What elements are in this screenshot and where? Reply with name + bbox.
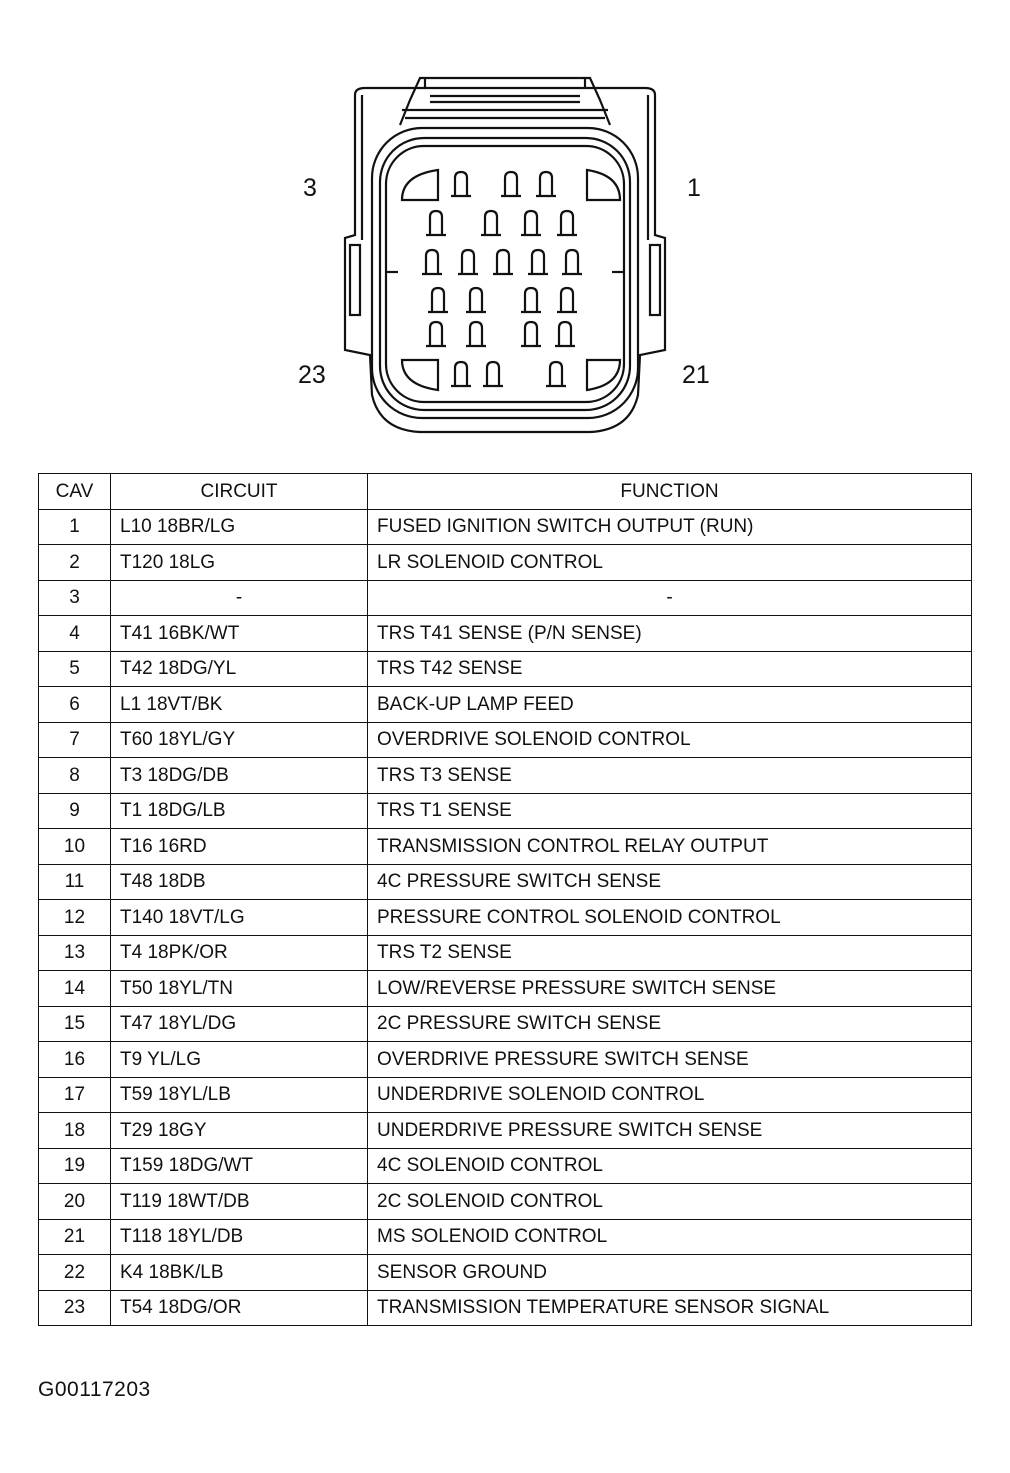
terminal-cavity — [546, 362, 566, 386]
cell-cav: 17 — [39, 1077, 111, 1113]
pinout-table — [38, 473, 972, 1326]
terminal-cavity — [536, 172, 556, 196]
cell-cav: 2 — [39, 545, 111, 581]
cell-circuit: T48 18DB — [111, 864, 368, 900]
cell-circuit: T54 18DG/OR — [111, 1290, 368, 1326]
cell-circuit: T9 YL/LG — [111, 1042, 368, 1078]
terminal-cavity — [426, 211, 446, 235]
cell-circuit: T4 18PK/OR — [111, 935, 368, 971]
terminal-cavity — [521, 288, 541, 312]
cell-function: LOW/REVERSE PRESSURE SWITCH SENSE — [368, 971, 972, 1007]
cell-circuit: T118 18YL/DB — [111, 1219, 368, 1255]
cell-circuit: T59 18YL/LB — [111, 1077, 368, 1113]
connector-diagram — [0, 0, 1010, 460]
cell-cav: 11 — [39, 864, 111, 900]
figure-id: G00117203 — [38, 1378, 151, 1401]
terminal-cavity — [501, 172, 521, 196]
cell-circuit: T47 18YL/DG — [111, 1006, 368, 1042]
cell-function: 4C SOLENOID CONTROL — [368, 1148, 972, 1184]
table-row — [39, 1042, 972, 1078]
table-row — [39, 900, 972, 936]
cell-function: 2C SOLENOID CONTROL — [368, 1184, 972, 1220]
cell-cav: 14 — [39, 971, 111, 1007]
header-function: FUNCTION — [368, 474, 972, 510]
cell-circuit: - — [111, 580, 368, 616]
cell-function: FUSED IGNITION SWITCH OUTPUT (RUN) — [368, 509, 972, 545]
terminal-cavity — [521, 322, 541, 346]
table-row — [39, 509, 972, 545]
cell-cav: 12 — [39, 900, 111, 936]
table-row — [39, 1006, 972, 1042]
terminal-cavity — [451, 362, 471, 386]
table-row — [39, 829, 972, 865]
cell-cav: 19 — [39, 1148, 111, 1184]
cavity-1 — [587, 170, 620, 200]
pin-label-23: 23 — [298, 361, 326, 389]
cell-function: TRANSMISSION TEMPERATURE SENSOR SIGNAL — [368, 1290, 972, 1326]
cell-circuit: T42 18DG/YL — [111, 651, 368, 687]
table-row — [39, 864, 972, 900]
cell-function: TRS T1 SENSE — [368, 793, 972, 829]
cell-cav: 15 — [39, 1006, 111, 1042]
cell-circuit: T119 18WT/DB — [111, 1184, 368, 1220]
cell-function: OVERDRIVE PRESSURE SWITCH SENSE — [368, 1042, 972, 1078]
cell-function: 4C PRESSURE SWITCH SENSE — [368, 864, 972, 900]
table-row — [39, 758, 972, 794]
terminal-cavity — [528, 250, 548, 274]
terminal-cavity — [557, 211, 577, 235]
cell-function: TRANSMISSION CONTROL RELAY OUTPUT — [368, 829, 972, 865]
cell-function: SENSOR GROUND — [368, 1255, 972, 1291]
cell-circuit: L10 18BR/LG — [111, 509, 368, 545]
cell-cav: 22 — [39, 1255, 111, 1291]
terminal-cavities — [422, 172, 582, 386]
cell-function: TRS T3 SENSE — [368, 758, 972, 794]
cell-function: OVERDRIVE SOLENOID CONTROL — [368, 722, 972, 758]
cell-circuit: T60 18YL/GY — [111, 722, 368, 758]
cell-function: UNDERDRIVE SOLENOID CONTROL — [368, 1077, 972, 1113]
table-header-row — [39, 474, 972, 510]
cell-cav: 9 — [39, 793, 111, 829]
cell-circuit: L1 18VT/BK — [111, 687, 368, 723]
cell-cav: 21 — [39, 1219, 111, 1255]
cell-function: PRESSURE CONTROL SOLENOID CONTROL — [368, 900, 972, 936]
cell-circuit: T3 18DG/DB — [111, 758, 368, 794]
terminal-cavity — [483, 362, 503, 386]
cell-function: MS SOLENOID CONTROL — [368, 1219, 972, 1255]
terminal-cavity — [466, 322, 486, 346]
cell-cav: 18 — [39, 1113, 111, 1149]
cell-cav: 6 — [39, 687, 111, 723]
cell-circuit: T140 18VT/LG — [111, 900, 368, 936]
cell-cav: 1 — [39, 509, 111, 545]
terminal-cavity — [481, 211, 501, 235]
table-row — [39, 1113, 972, 1149]
terminal-cavity — [555, 322, 575, 346]
table-row — [39, 545, 972, 581]
cell-function: - — [368, 580, 972, 616]
cell-circuit: T50 18YL/TN — [111, 971, 368, 1007]
cell-cav: 8 — [39, 758, 111, 794]
cell-circuit: T16 16RD — [111, 829, 368, 865]
table-row — [39, 1184, 972, 1220]
table-row — [39, 687, 972, 723]
cell-circuit: T159 18DG/WT — [111, 1148, 368, 1184]
cell-cav: 23 — [39, 1290, 111, 1326]
connector-shell — [345, 88, 665, 432]
terminal-cavity — [493, 250, 513, 274]
cell-cav: 10 — [39, 829, 111, 865]
cell-cav: 4 — [39, 616, 111, 652]
cell-function: BACK-UP LAMP FEED — [368, 687, 972, 723]
table-row — [39, 1219, 972, 1255]
pin-label-1: 1 — [687, 174, 701, 202]
cavity-23 — [402, 360, 438, 390]
cell-function: LR SOLENOID CONTROL — [368, 545, 972, 581]
table-row — [39, 722, 972, 758]
cell-function: 2C PRESSURE SWITCH SENSE — [368, 1006, 972, 1042]
cell-circuit: T41 16BK/WT — [111, 616, 368, 652]
header-circuit: CIRCUIT — [111, 474, 368, 510]
table-row — [39, 1148, 972, 1184]
cell-circuit: T1 18DG/LB — [111, 793, 368, 829]
table-row — [39, 971, 972, 1007]
cell-cav: 13 — [39, 935, 111, 971]
table-row — [39, 651, 972, 687]
table-row — [39, 935, 972, 971]
table-row — [39, 580, 972, 616]
table-row — [39, 616, 972, 652]
cell-cav: 7 — [39, 722, 111, 758]
terminal-cavity — [422, 250, 442, 274]
table-row — [39, 793, 972, 829]
header-cav: CAV — [39, 474, 111, 510]
terminal-cavity — [466, 288, 486, 312]
cell-circuit: T120 18LG — [111, 545, 368, 581]
cavity-21 — [587, 360, 620, 390]
cell-cav: 5 — [39, 651, 111, 687]
cavity-3 — [402, 170, 438, 200]
table-row — [39, 1255, 972, 1291]
cell-function: TRS T42 SENSE — [368, 651, 972, 687]
pin-label-21: 21 — [682, 361, 710, 389]
terminal-cavity — [426, 322, 446, 346]
cell-function: TRS T2 SENSE — [368, 935, 972, 971]
terminal-cavity — [458, 250, 478, 274]
terminal-cavity — [428, 288, 448, 312]
cell-cav: 20 — [39, 1184, 111, 1220]
cell-circuit: K4 18BK/LB — [111, 1255, 368, 1291]
table-row — [39, 1077, 972, 1113]
terminal-cavity — [451, 172, 471, 196]
cell-cav: 16 — [39, 1042, 111, 1078]
terminal-cavity — [557, 288, 577, 312]
terminal-cavity — [562, 250, 582, 274]
cell-function: TRS T41 SENSE (P/N SENSE) — [368, 616, 972, 652]
cell-cav: 3 — [39, 580, 111, 616]
cell-function: UNDERDRIVE PRESSURE SWITCH SENSE — [368, 1113, 972, 1149]
cell-circuit: T29 18GY — [111, 1113, 368, 1149]
terminal-cavity — [521, 211, 541, 235]
table-row — [39, 1290, 972, 1326]
pin-label-3: 3 — [303, 174, 317, 202]
